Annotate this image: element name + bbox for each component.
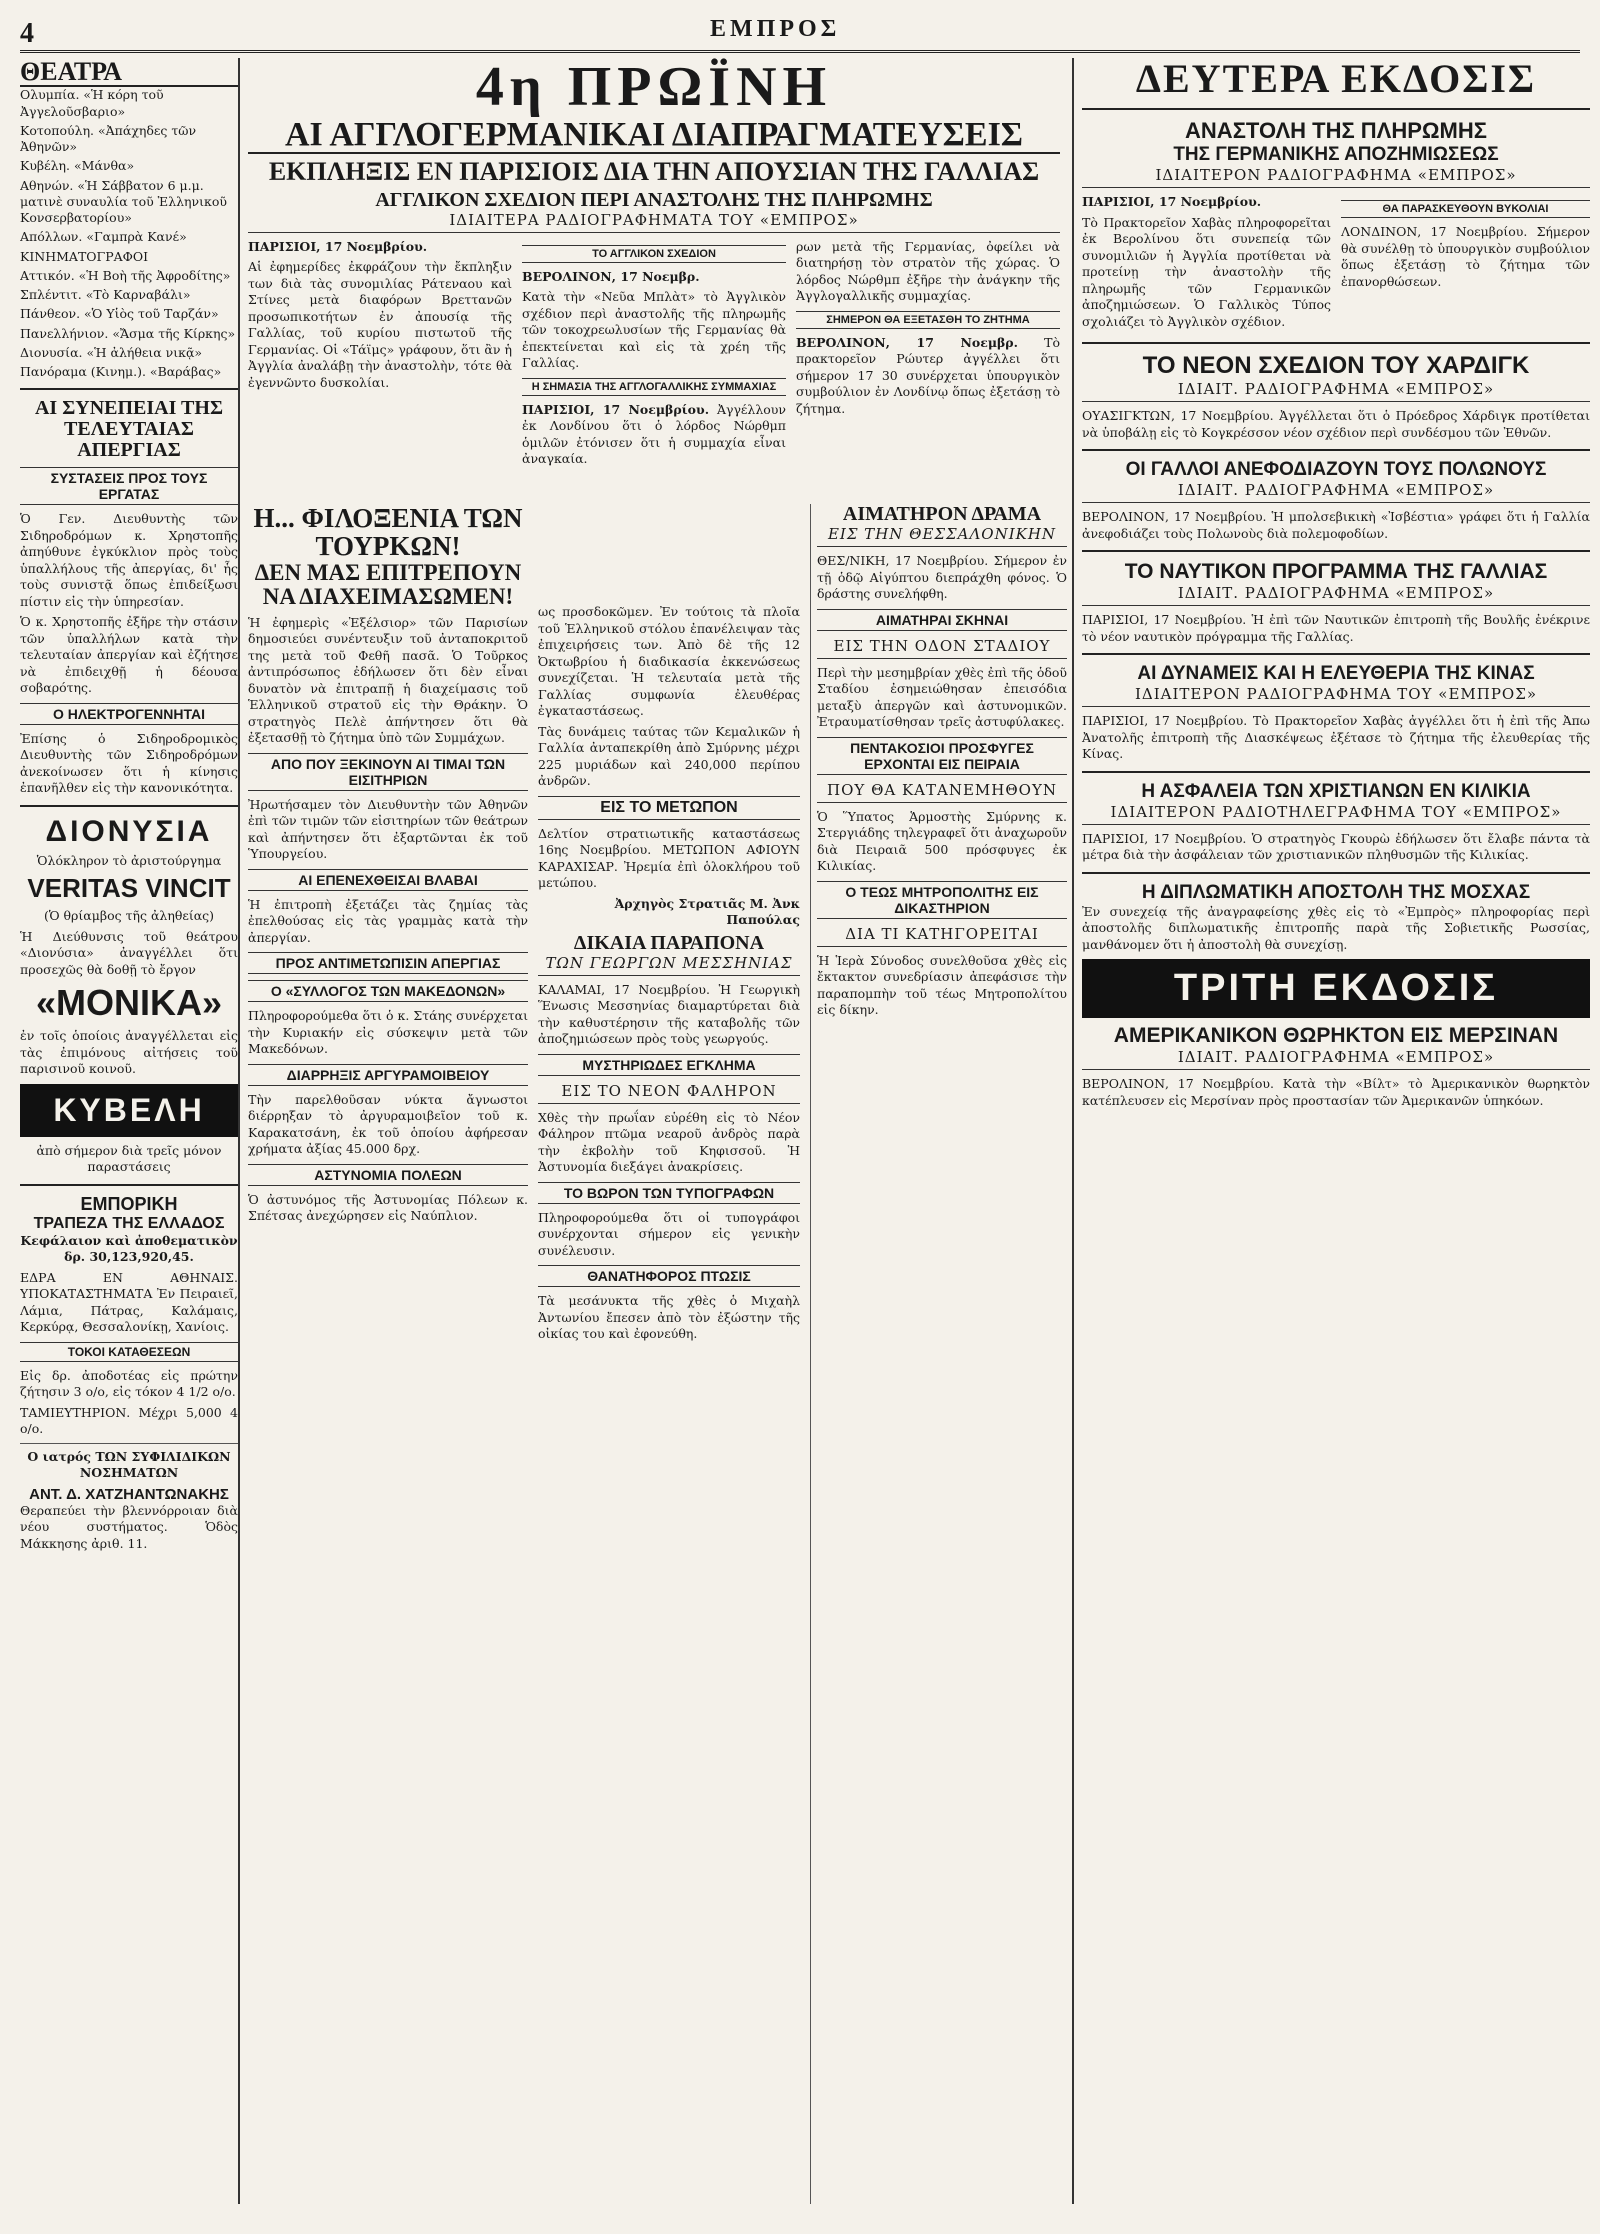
bank-text: ΕΔΡΑ ΕΝ ΑΘΗΝΑΙΣ. ΥΠΟΚΑΤΑΣΤΗΜΑΤΑ Ἐν Πειραιεῖ, Λάμια, Πάτρας, Καλάμαις, Κερκύρᾳ, Θεσσαλονίκῃ, Χανίοις. (20, 1269, 238, 1335)
difficulties-title: ΘΑ ΠΑΡΑΣΚΕΥΘΟΥΝ ΒΥΚΟΛΙΑΙ (1341, 200, 1590, 218)
edition-title: 4η ΠΡΩΪΝΗ (475, 56, 833, 118)
lead-text-2b: ΠΑΡΙΣΙΟΙ, 17 Νοεμβρίου. Ἀγγέλλουν ἐκ Λονδίνου ὅτι ὁ λόρδος Νώρθμπ ὁμιλῶν ἐτόνισεν ὅτι ἡ συμμαχία εἶναι ἀναγκαία. (522, 401, 786, 467)
drama-text: ΘΕΣ/ΝΙΚΗ, 17 Νοεμβρίου. Σήμερον ἐν τῇ ὁδῷ Αἰγύπτου διεπράχθη φόνος. Ὁ δράστης συνελήφθη. (817, 553, 1067, 601)
refugees-title: ΠΕΝΤΑΚΟΣΙΟΙ ΠΡΟΣΦΥΓΕΣ ΕΡΧΟΝΤΑΙ ΕΙΣ ΠΕΙΡΑΙΑ (817, 737, 1067, 775)
savings-text: ΤΑΜΙΕΥΤΗΡΙΟΝ. Μέχρι 5,000 4 ο/ο. (20, 1404, 238, 1437)
left-column (20, 58, 240, 2204)
turks-continued-text: ως προσδοκῶμεν. Ἐν τούτοις τὰ πλοῖα τοῦ Ἑλληνικοῦ στόλου ἐπανέλειψαν τὰς ἐπιχειρήσεις των. Ἀπὸ δὲ τῆς 12 Ὀκτωβρίου ἡ διαδικασία ἐκκενώσεως συνεχίζεται. Ἡ τελευταία μετὰ τῆς Γαλλίας συμφωνία ἐλευθέρας ἐγκαταστάσεως. (538, 604, 800, 718)
complaints-subtitle: ΤΩΝ ΓΕΩΡΓΩΝ ΜΕΣΣΗΝΙΑΣ (538, 954, 800, 976)
refugees-subtitle: ΠΟΥ ΘΑ ΚΑΤΑΝΕΜΗΘΟΥΝ (817, 781, 1067, 803)
lead-text-1: Αἱ ἐφημερίδες ἐκφράζουν τὴν ἔκπληξιν των διὰ τὰς συνομιλίας Ράτεναου καὶ Στίνες μετὰ διαφόρων Βρεττανῶν προσωπικοτήτων ἐν ἀπουσίᾳ τῆς Γαλλίας, τοῦ κυρίου πιστωτοῦ τῆς Γερμανίας. Οἱ «Τάϊμς» γράφουν, ὅτι ἂν ἡ Ἀγγλία ἀναλάβῃ τὴν ἀναστολὴν, τότε θὰ ἐγεννῶντο δυσκολίαι. (248, 259, 512, 390)
front-signature: Ἀρχηγὸς Στρατιᾶς Μ. Ἀνκ Παπούλας (614, 895, 800, 927)
column-c (810, 504, 1067, 2204)
moscow-headline: Η ΔΙΠΛΩΜΑΤΙΚΗ ΑΠΟΣΤΟΛΗ ΤΗΣ ΜΟΣΧΑΣ (1141, 881, 1531, 903)
kyveli-text: ἀπὸ σήμερον διὰ τρεῖς μόνον παραστάσεις (36, 1142, 222, 1175)
crime-text: Χθὲς τὴν πρωΐαν εὑρέθη εἰς τὸ Νέον Φάληρον πτῶμα νεαροῦ ἀνδρὸς παρὰ τὴν ἐκβολὴν τοῦ Κηφισσοῦ. Ἡ Ἀστυνομία διεξάγει ἀνακρίσεις. (538, 1109, 800, 1174)
dionysia-title: ΔΙΟΝΥΣΙΑ (45, 814, 213, 848)
theatres-list (20, 87, 238, 380)
lead-dateline-2: ΒΕΡΟΛΙΝΟΝ, 17 Νοεμβρ. (522, 268, 700, 284)
interest-title: ΤΟΚΟΙ ΚΑΤΑΘΕΣΕΩΝ (20, 1342, 238, 1362)
lead-col2-heading: ΤΟ ΑΓΓΛΙΚΟΝ ΣΧΕΔΙΟΝ (522, 245, 786, 263)
third-edition-title: ΤΡΙΤΗ ΕΚΔΟΣΙΣ (1082, 959, 1590, 1018)
column-a (248, 504, 528, 2204)
refugees-text: Ὁ Ὕπατος Ἁρμοστὴς Σμύρνης κ. Στεργιάδης τηλεγραφεῖ ὅτι ἀναχωροῦν διὰ Πειραιᾶ 500 πρόσφυγες ἐκ Κιλικίας. (817, 808, 1067, 873)
lead-byline: ΙΔΙΑΙΤΕΡΑ ΡΑΔΙΟΓΡΑΦΗΜΑΤΑ ΤΟΥ «ΕΜΠΡΟΣ» (248, 211, 1060, 233)
macedonians-title: Ο «ΣΥΛΛΟΓΟΣ ΤΩΝ ΜΑΚΕΔΟΝΩΝ» (248, 980, 528, 1002)
monika-text: ἐν τοῖς ὁποίοις ἀναγγέλλεται εἰς τὰς ἐπιμόνους αἰτήσεις τοῦ παρισινοῦ κοινοῦ. (20, 1028, 238, 1077)
poles-text: ΒΕΡΟΛΙΝΟΝ, 17 Νοεμβρίου. Ἡ μπολσεβικικὴ «Ἰσβέστια» γράφει ὅτι ἡ Γαλλία ἀνεφοδιάζει τοὺς Πολωνοὺς διὰ πολεμοφοδίων. (1082, 509, 1590, 541)
monika-title: «ΜΟΝΙΚΑ» (35, 982, 223, 1024)
theatres-title: ΘΕΑΤΡΑ (20, 58, 238, 87)
damages-text: Ἡ ἐπιτροπὴ ἐξετάζει τὰς ζημίας τὰς ἐπελθούσας εἰς τὰς γραμμὰς κατὰ τὴν ἀπεργίαν. (248, 896, 528, 945)
scenes-text: Περὶ τὴν μεσημβρίαν χθὲς ἐπὶ τῆς ὁδοῦ Σταδίου ἐσημειώθησαν ἐπεισόδια μεταξὺ ἀπεργῶν καὶ ἀστυνομικῶν. Ἐτραυματίσθησαν τρεῖς ἀστυφύλακες. (817, 664, 1067, 729)
naval-headline: ΤΟ ΝΑΥΤΙΚΟΝ ΠΡΟΓΡΑΜΜΑ ΤΗΣ ΓΑΛΛΙΑΣ (1124, 560, 1548, 583)
veritas-text: Ἡ Διεύθυνσις τοῦ θεάτρου «Διονύσια» ἀναγγέλλει ὅτι προσεχῶς θὰ δοθῇ τὸ ἔργον (20, 928, 238, 977)
dionysia-text: Ὁλόκληρον τὸ ἀριστούργημα (36, 852, 222, 868)
typographers-text: Πληροφορούμεθα ὅτι οἱ τυπογράφοι συνέρχονται σήμερον εἰς γενικὴν συνέλευσιν. (538, 1209, 800, 1258)
theatre-item: Πανελλήνιον. «Ἄσμα τῆς Κίρκης» (20, 325, 236, 341)
lead-subheadline: ΕΚΠΛΗΞΙΣ ΕΝ ΠΑΡΙΣΙΟΙΣ ΔΙΑ ΤΗΝ ΑΠΟΥΣΙΑΝ ΤΗΣ ΓΑΛΛΙΑΣ (268, 157, 1040, 187)
doctor-text: Θεραπεύει τὴν βλεννόρροιαν διὰ νέου συστήματος. Ὁδὸς Μάκκησης ἀριθ. 11. (20, 1502, 238, 1551)
lead-text-3b: ΒΕΡΟΛΙΝΟΝ, 17 Νοεμβρ. Τὸ πρακτορεῖον Ρώυτερ ἀγγέλλει ὅτι σήμερον 17 30 συνέρχεται ὑπουργικὸν συμβούλιον ἐν Λονδίνῳ ὅπως ἐξετάσῃ τὸ ζήτημα. (796, 334, 1060, 416)
burglary-text: Τὴν παρελθοῦσαν νύκτα ἄγνωστοι διέρρηξαν τὸ ἀργυραμοιβεῖον τοῦ κ. Καρακατσάνη, ἐκ τοῦ ὁποίου ἀφήρεσαν χρήματα ἀξίας 45.000 δρχ. (248, 1091, 528, 1157)
macedonians-text: Πληροφορούμεθα ὅτι ὁ κ. Στάης συνέρχεται τὴν Κυριακήν εἰς σύσκεψιν μετὰ τῶν Μακεδόνων. (248, 1008, 528, 1057)
commercial-title: ΕΜΠΟΡΙΚΗ (80, 1193, 178, 1214)
metropolitan-subtitle: ΔΙΑ ΤΙ ΚΑΤΗΓΟΡΕΙΤΑΙ (817, 925, 1067, 947)
damages-title: ΑΙ ΕΠΕΝΕΧΘΕΙΣΑΙ ΒΛΑΒΑΙ (248, 869, 528, 891)
poles-headline: ΟΙ ΓΑΛΛΟΙ ΑΝΕΦΟΔΙΑΖΟΥΝ ΤΟΥΣ ΠΟΛΩΝΟΥΣ (1125, 459, 1547, 480)
turks-subheadline: ΔΕΝ ΜΑΣ ΕΠΙΤΡΕΠΟΥΝ ΝΑ ΔΙΑΧΕΙΜΑΣΩΜΕΝ! (254, 559, 522, 609)
drama-subtitle: ΕΙΣ ΤΗΝ ΘΕΣΣΑΛΟΝΙΚΗΝ (817, 525, 1067, 547)
bank-title: ΤΡΑΠΕΖΑ ΤΗΣ ΕΛΛΑΔΟΣ (33, 1214, 225, 1232)
right-column (1072, 58, 1590, 2204)
typographers-title: ΤΟ ΒΩΡΟΝ ΤΩΝ ΤΥΠΟΓΡΑΦΩΝ (538, 1182, 800, 1204)
drama-title: ΑΙΜΑΤΗΡΟΝ ΔΡΑΜΑ (842, 504, 1042, 525)
police-text: Ὁ ἀστυνόμος τῆς Ἀστυνομίας Πόλεων κ. Σπέτσας ἀνεχώρησεν εἰς Ναύπλιον. (248, 1191, 528, 1224)
front-title: ΕΙΣ ΤΟ ΜΕΤΩΠΟΝ (538, 796, 800, 820)
newspaper-title: ΕΜΠΡΟΣ (710, 16, 841, 42)
moscow-text: Ἐν συνεχείᾳ τῆς ἀναγραφείσης χθὲς εἰς τὸ «Ἐμπρὸς» πληροφορίας περὶ ἀποστολῆς διπλωματικῆς ἐπιτροπῆς παρὰ τῆς Σοβιετικῆς Ρωσσίας, μανθάνομεν ὅτι ἡ ἀποστολὴ θὰ συνεχίσῃ. (1082, 903, 1590, 952)
burglary-title: ΔΙΑΡΡΗΞΙΣ ΑΡΓΥΡΑΜΟΙΒΕΙΟΥ (248, 1064, 528, 1086)
veritas-title: VERITAS VINCIT (27, 873, 231, 904)
tickets-text: Ἠρωτήσαμεν τὸν Διευθυντὴν τῶν Ἀθηνῶν ἐπὶ τῶν τιμῶν τῶν εἰσιτηρίων τῶν θεάτρων καὶ ἀπήντησεν ὅτι ἐξαρτῶνται ἐκ τοῦ Ὑπουργείου. (248, 796, 528, 862)
doctor-subtitle: Ο ιατρός ΤΩΝ ΣΥΦΙΛΙΔΙΚΩΝ ΝΟΣΗΜΑΤΩΝ (27, 1448, 231, 1481)
station-text: Ἐπίσης ὁ Σιδηροδρομικὸς Διευθυντὴς τῶν Σιδηροδρόμων ἀνεκοίνωσεν ὅτι ἡ κίνησις ἐπανῆλθεν εἰς τὴν κανονικότητα. (20, 730, 238, 796)
theatre-item: Διονυσία. «Ἡ ἀλήθεια νικᾷ» (20, 344, 203, 360)
theatre-item: Ολυμπία. «Ἡ κόρη τοῦ Ἀγγελοῦσβαριο» (20, 87, 164, 119)
suspension-text: Τὸ Πρακτορεῖον Χαβὰς πληροφορεῖται ἐκ Βερολίνου ὅτι συνεπείᾳ τῶν συνομιλιῶν ἡ Ἀγγλία προτίθεται νὰ προτείνῃ τὴν ἀναστολὴν τῆς πληρωμῆς τῶν Γερμανικῶν ἀποζημιώσεων. Ὁ Γαλλικὸς Τύπος σχολιάζει τὸ Ἀγγλικὸν σχέδιον. (1082, 214, 1331, 329)
metropolitan-title: Ο ΤΕΩΣ ΜΗΤΡΟΠΟΛΙΤΗΣ ΕΙΣ ΔΙΚΑΣΤΗΡΙΟΝ (817, 881, 1067, 919)
naval-text: ΠΑΡΙΣΙΟΙ, 17 Νοεμβρίου. Ἡ ἐπὶ τῶν Ναυτικῶν ἐπιτροπὴ τῆς Βουλῆς ἐνέκρινε τὸ νέον ναυτικὸν πρόγραμμα τῆς Γαλλίας. (1082, 612, 1590, 644)
newspaper-page (20, 14, 1590, 2204)
theatre-item: Σπλέντιτ. «Τὸ Καρναβάλι» (20, 287, 191, 303)
lead-col2-heading-2: Η ΣΗΜΑΣΙΑ ΤΗΣ ΑΓΓΛΟΓΑΛΛΙΚΗΣ ΣΥΜΜΑΧΙΑΣ (522, 378, 786, 396)
difficulties-text: ΛΟΝΔΙΝΟΝ, 17 Νοεμβρίου. Σήμερον θὰ συνέλθῃ τὸ ὑπουργικὸν συμβούλιον ὅπως ἐξετάσῃ τὸ ζήτημα τῶν ἐπανορθώσεων. (1341, 224, 1590, 289)
china-text: ΠΑΡΙΣΙΟΙ, 17 Νοεμβρίου. Τὸ Πρακτορεῖον Χαβὰς ἀγγέλλει ὅτι ἡ ἐπὶ τῆς Ἀπω Ἀνατολῆς ἐπιτροπὴ τῆς Διασκέψεως ἐξέτασε τὸ ζήτημα τῆς ἐλευθερίας τῆς Κίνας. (1082, 713, 1590, 761)
theatre-item: Πανόραμα (Κινημ.). «Βαράβας» (20, 364, 222, 380)
interest-text: Εἰς δρ. ἀποδοτέας εἰς πρώτην ζήτησιν 3 ο/ο, εἰς τόκον 4 1/2 ο/ο. (20, 1367, 238, 1400)
china-byline: ΙΔΙΑΙΤΕΡΟΝ ΡΑΔΙΟΓΡΑΦΗΜΑ ΤΟΥ «ΕΜΠΡΟΣ» (1082, 685, 1590, 707)
suspension-byline: ΙΔΙΑΙΤΕΡΟΝ ΡΑΔΙΟΓΡΑΦΗΜΑ «ΕΜΠΡΟΣ» (1082, 166, 1590, 188)
naval-byline: ΙΔΙΑΙΤ. ΡΑΔΙΟΓΡΑΦΗΜΑ «ΕΜΠΡΟΣ» (1082, 584, 1590, 606)
station-title: Ο ΗΛΕΚΤΡΟΓΕΝΝΗΤΑΙ (20, 703, 238, 725)
lead-text-2: Κατὰ τὴν «Νεῦα Μπλὰτ» τὸ Ἀγγλικὸν σχέδιον περὶ ἀναστολῆς τῆς πληρωμῆς τῶν τοκοχρεωλυσίων τῆς Γερμανίας θὰ ἐπεκτείνεται καὶ εἰς τὰ χρέη τῆς Γαλλίας. (522, 289, 786, 371)
column-b (538, 604, 800, 2204)
scenes-title: ΑΙΜΑΤΗΡΑΙ ΣΚΗΝΑΙ (817, 609, 1067, 631)
strike-text-2: Ὁ κ. Χρηστοπῆς ἐξῆρε τὴν στάσιν τῶν ὑπαλλήλων κατὰ τὴν τελευταίαν ἀπεργίαν καὶ ἐζήτησε νὰ ἐπιδειχθῇ ἡ δέουσα σοβαρότης. (20, 614, 238, 696)
crime-subtitle: ΕΙΣ ΤΟ ΝΕΟΝ ΦΑΛΗΡΟΝ (538, 1082, 800, 1104)
battleship-headline: ΑΜΕΡΙΚΑΝΙΚΟΝ ΘΩΡΗΚΤΟΝ ΕΙΣ ΜΕΡΣΙΝΑΝ (1113, 1024, 1559, 1047)
fall-title: ΘΑΝΑΤΗΦΟΡΟΣ ΠΤΩΣΙΣ (538, 1265, 800, 1287)
turks-continued-text-2: Τὰς δυνάμεις ταύτας τῶν Κεμαλικῶν ἡ Γαλλία ἀνταπεκρίθη ἀπὸ Σμύρνης μέχρι 225 μυριάδων καὶ 240,000 περίπου ἀνδρῶν. (538, 723, 800, 788)
metropolitan-text: Ἡ Ἱερὰ Σύνοδος συνελθοῦσα χθὲς εἰς ἔκτακτον συνεδρίασιν ἀπεφάσισε τὴν παραπομπὴν τοῦ τέως Μητροπολίτου εἰς δίκην. (817, 952, 1067, 1017)
anti-strike-title: ΠΡΟΣ ΑΝΤΙΜΕΤΩΠΙΣΙΝ ΑΠΕΡΓΙΑΣ (248, 952, 528, 974)
theatre-item: Κοτοπούλη. «Ἀπάχηδες τῶν Ἀθηνῶν» (20, 122, 197, 155)
complaints-title: ΔΙΚΑΙΑ ΠΑΡΑΠΟΝΑ (573, 931, 765, 954)
harding-byline: ΙΔΙΑΙΤ. ΡΑΔΙΟΓΡΑΦΗΜΑ «ΕΜΠΡΟΣ» (1082, 380, 1590, 402)
poles-byline: ΙΔΙΑΙΤ. ΡΑΔΙΟΓΡΑΦΗΜΑ «ΕΜΠΡΟΣ» (1082, 481, 1590, 503)
kyveli-title: ΚΥΒΕΛΗ (20, 1084, 238, 1137)
lead-headline: ΑΙ ΑΓΓΛΟΓΕΡΜΑΝΙΚΑΙ ΔΙΑΠΡΑΓΜΑΤΕΥΣΕΙΣ (248, 117, 1060, 155)
front-text: Δελτίον στρατιωτικῆς καταστάσεως 16ης Νοεμβρίου. ΜΕΤΩΠΟΝ ΑΦΙΟΥΝ ΚΑΡΑΧΙΣΑΡ. Ἠρεμία ἐπὶ ὁλοκλήρου τοῦ μετώπου. (538, 825, 800, 890)
complaints-text: ΚΑΛΑΜΑΙ, 17 Νοεμβρίου. Ἡ Γεωργικὴ Ἕνωσις Μεσσηνίας διαμαρτύρεται διὰ τὴν καθυστέρησιν τῆς καταβολῆς τῶν ἀποζημιώσεων πρὸς τοὺς γεωργούς. (538, 981, 800, 1046)
theatre-item: Κυβέλη. «Μάνθα» (20, 158, 135, 174)
suspension-subheadline: ΤΗΣ ΓΕΡΜΑΝΙΚΗΣ ΑΠΟΖΗΜΙΩΣΕΩΣ (1173, 144, 1499, 165)
tickets-title: ΑΠΟ ΠΟΥ ΞΕΚΙΝΟΥΝ ΑΙ ΤΙΜΑΙ ΤΩΝ ΕΙΣΙΤΗΡΙΩΝ (248, 753, 528, 791)
police-title: ΑΣΤΥΝΟΜΙΑ ΠΟΛΕΩΝ (248, 1164, 528, 1186)
cilicia-byline: ΙΔΙΑΙΤΕΡΟΝ ΡΑΔΙΟΤΗΛΕΓΡΑΦΗΜΑ ΤΟΥ «ΕΜΠΡΟΣ» (1082, 803, 1590, 825)
bank-capital: Κεφάλαιον καὶ ἀποθεματικὸν δρ. 30,123,920,45. (20, 1232, 238, 1265)
china-headline: ΑΙ ΔΥΝΑΜΕΙΣ ΚΑΙ Η ΕΛΕΥΘΕΡΙΑ ΤΗΣ ΚΙΝΑΣ (1137, 663, 1535, 684)
masthead (20, 14, 1580, 53)
harding-headline: ΤΟ ΝΕΟΝ ΣΧΕΔΙΟΝ ΤΟΥ ΧΑΡΔΙΓΚ (1142, 352, 1530, 379)
lead-text-3: ρων μετὰ τῆς Γερμανίας, ὀφείλει νὰ διατηρήσῃ τὸν στρατὸν τῆς χώρας. Ὁ λόρδος Νώρθμπ ἐξῆρε τὴν ἀνάγκην τῆς Ἀγγλογαλλικῆς συμμαχίας. (796, 238, 1060, 304)
theatre-item: ΚΙΝΗΜΑΤΟΓΡΑΦΟΙ (20, 248, 149, 264)
page-number: 4 (20, 18, 34, 49)
theatre-item: Απόλλων. «Γαμπρὰ Κανέ» (20, 229, 187, 245)
scenes-subtitle: ΕΙΣ ΤΗΝ ΟΔΟΝ ΣΤΑΔΙΟΥ (817, 637, 1067, 659)
suspension-dateline: ΠΑΡΙΣΙΟΙ, 17 Νοεμβρίου. (1082, 194, 1262, 209)
theatre-item: Αττικόν. «Ἡ Βοὴ τῆς Ἀφροδίτης» (20, 267, 231, 283)
suspension-headline: ΑΝΑΣΤΟΛΗ ΤΗΣ ΠΛΗΡΩΜΗΣ (1185, 118, 1487, 143)
lead-subheadline-2: ΑΓΓΛΙΚΟΝ ΣΧΕΔΙΟΝ ΠΕΡΙ ΑΝΑΣΤΟΛΗΣ ΤΗΣ ΠΛΗΡΩΜΗΣ (375, 188, 933, 211)
fall-text: Τὰ μεσάνυκτα τῆς χθὲς ὁ Μιχαὴλ Ἀντωνίου ἔπεσεν ἀπὸ τὸν ἐξώστην τῆς οἰκίας του καὶ ἐφονεύθη. (538, 1293, 800, 1341)
cilicia-headline: Η ΑΣΦΑΛΕΙΑ ΤΩΝ ΧΡΙΣΤΙΑΝΩΝ ΕΝ ΚΙΛΙΚΙΑ (1141, 780, 1531, 802)
strike-text-1: Ὁ Γεν. Διευθυντὴς τῶν Σιδηροδρόμων κ. Χρηστοπῆς ἀπηύθυνε ἐγκύκλιον πρὸς τοὺς ὑπαλλήλους τῆς ἀπεργίας, δι' ἧς τοὺς συνιστᾷ ὅπως ἐπιδείξωσι πίστιν εἰς τὴν ὑπηρεσίαν. (20, 511, 238, 609)
lead-dateline-1: ΠΑΡΙΣΙΟΙ, 17 Νοεμβρίου. (248, 238, 428, 254)
cilicia-text: ΠΑΡΙΣΙΟΙ, 17 Νοεμβρίου. Ὁ στρατηγὸς Γκουρὼ ἐδήλωσεν ὅτι ἔλαβε πάντα τὰ μέτρα διὰ τὴν ἀσφάλειαν τῶν χριστιανικῶν πληθυσμῶν τῆς Κιλικίας. (1082, 830, 1590, 862)
theatre-item: Αθηνών. «Ἡ Σάββατον 6 μ.μ. ματινὲ συναυλία τοῦ Ἑλληνικοῦ Κονσερβατορίου» (20, 177, 227, 226)
doctor-title: ΑΝΤ. Δ. ΧΑΤΖΗΑΝΤΩΝΑΚΗΣ (29, 1485, 229, 1503)
theatre-item: Πάνθεον. «Ὁ Υἱὸς τοῦ Ταρζάν» (20, 306, 219, 322)
lead-col3-heading: ΣΗΜΕΡΟΝ ΘΑ ΕΞΕΤΑΣΘΗ ΤΟ ΖΗΤΗΜΑ (796, 311, 1060, 329)
strike-subtitle: ΣΥΣΤΑΣΕΙΣ ΠΡΟΣ ΤΟΥΣ ΕΡΓΑΤΑΣ (20, 467, 238, 505)
second-edition-title: ΔΕΥΤΕΡΑ ΕΚΔΟΣΙΣ (1135, 58, 1537, 101)
strike-title: ΑΙ ΣΥΝΕΠΕΙΑΙ ΤΗΣ ΤΕΛΕΥΤΑΙΑΣ ΑΠΕΡΓΙΑΣ (34, 397, 224, 462)
battleship-text: ΒΕΡΟΛΙΝΟΝ, 17 Νοεμβρίου. Κατὰ τὴν «Βίλτ» τὸ Ἀμερικανικὸν θωρηκτὸν κατέπλευσεν εἰς Μερσίναν πρὸς προστασίαν τῶν Ἀμερικανῶν ὑπηκόων. (1082, 1076, 1590, 1108)
crime-title: ΜΥΣΤΗΡΙΩΔΕΣ ΕΓΚΛΗΜΑ (538, 1054, 800, 1076)
turks-text: Ἡ ἐφημερὶς «Ἐξέλσιορ» τῶν Παρισίων δημοσιεύει συνέντευξιν τοῦ ἀνταποκριτοῦ της μετὰ τοῦ Φεθῆ πασᾶ. Ὁ Τοῦρκος ἀντιπρόσωπος ἐδήλωσεν ὅτι δὲν εἶναι δυνατὸν νὰ ἐπιτραπῇ ἡ διαχείμασις τοῦ Ἑλληνικοῦ στρατοῦ εἰς τὴν Θράκην. Ὁ στρατηγὸς Πελὲ ἀπήντησεν ὅτι θὰ ἐξετασθῇ τὸ ζήτημα ὑπὸ τῶν Συμμάχων. (248, 614, 528, 746)
harding-text: ΟΥΑΣΙΓΚΤΩΝ, 17 Νοεμβρίου. Ἀγγέλλεται ὅτι ὁ Πρόεδρος Χάρδιγκ προτίθεται νὰ ὑποβάλῃ εἰς τὸ Κογκρέσσον νέον σχέδιον περὶ συνδέσμου τῶν Ἐθνῶν. (1082, 408, 1590, 440)
battleship-byline: ΙΔΙΑΙΤ. ΡΑΔΙΟΓΡΑΦΗΜΑ «ΕΜΠΡΟΣ» (1082, 1048, 1590, 1070)
veritas-subtitle: (Ὁ θρίαμβος τῆς ἀληθείας) (43, 908, 215, 924)
lead-story (248, 56, 1060, 467)
turks-headline: Η... ΦΙΛΟΞΕΝΙΑ ΤΩΝ ΤΟΥΡΚΩΝ! (253, 504, 523, 562)
